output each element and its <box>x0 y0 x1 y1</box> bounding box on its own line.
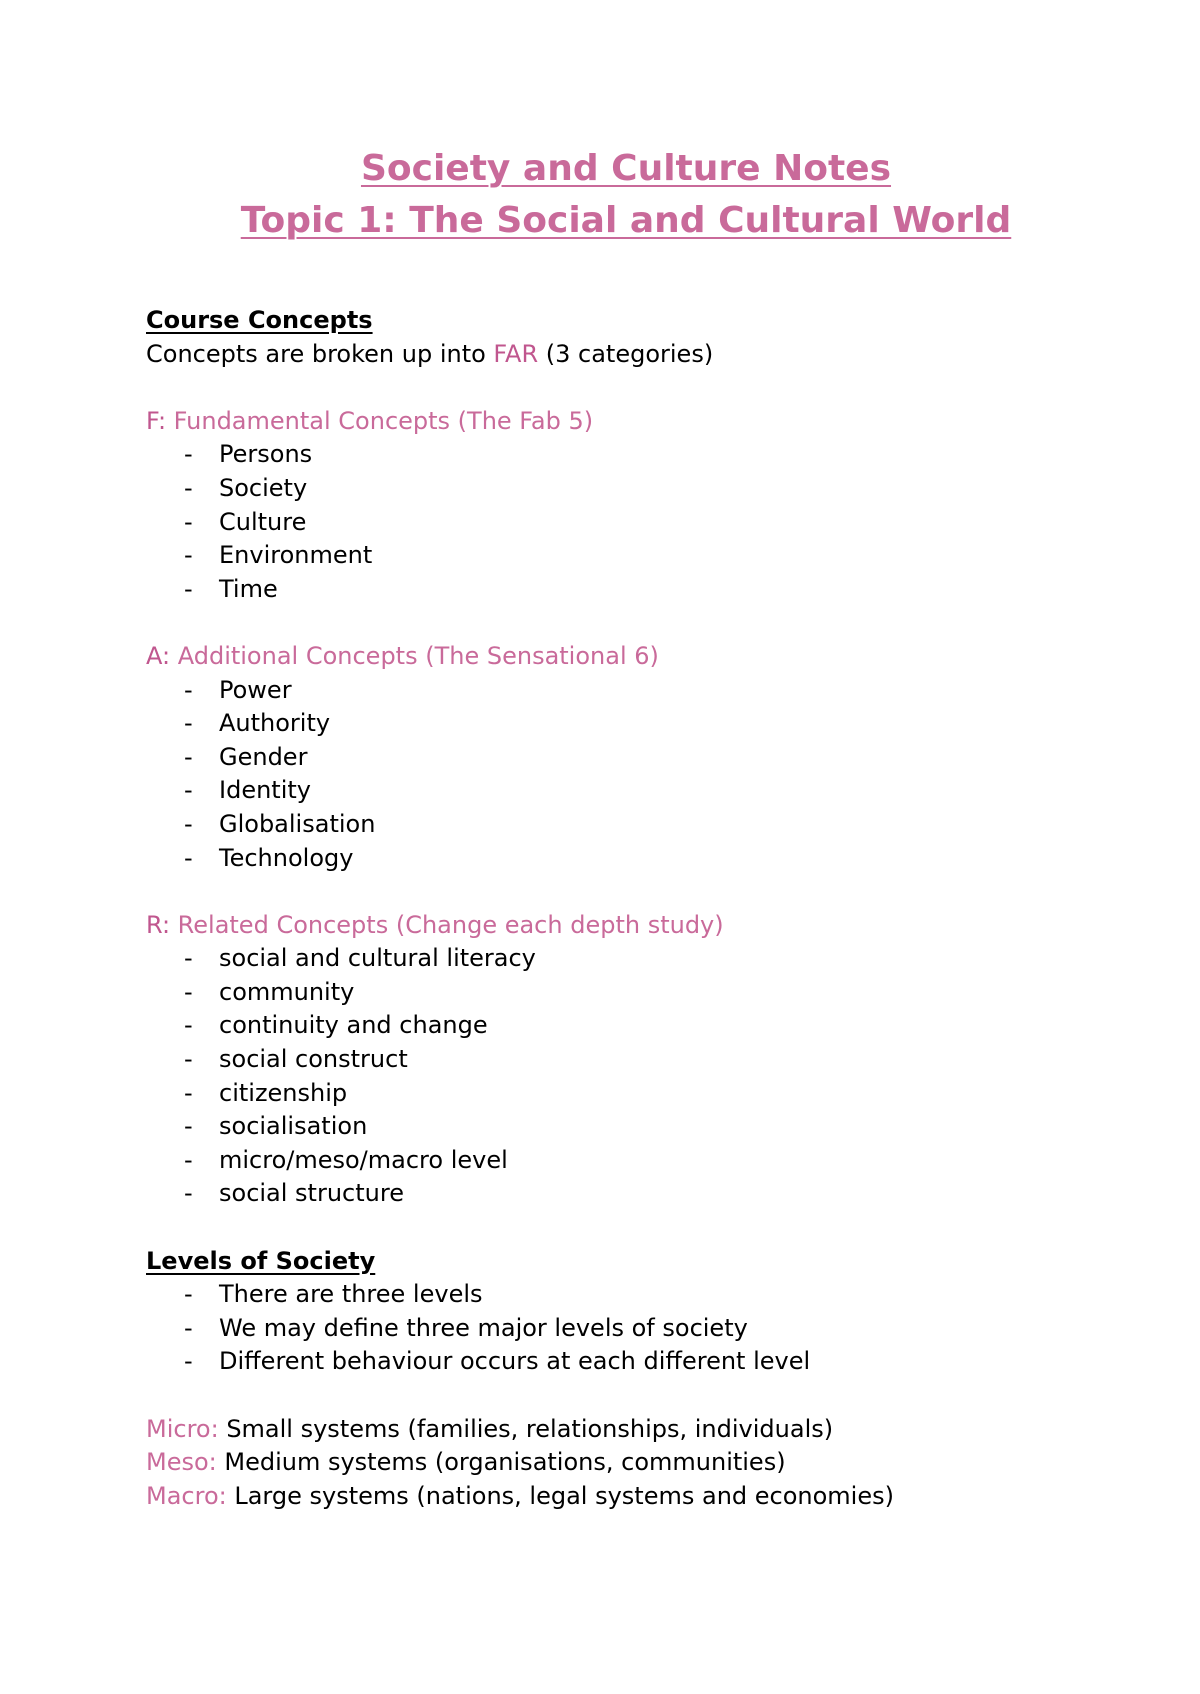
dash-marker: - <box>184 1011 193 1040</box>
dash-marker: - <box>184 1280 193 1309</box>
meso-definition <box>146 1446 1080 1480</box>
intro-text-before: Concepts are broken up into <box>146 339 494 368</box>
list-item <box>146 1009 1080 1043</box>
micro-term: Micro: <box>146 1414 219 1443</box>
dash-marker: - <box>184 1078 193 1107</box>
list-item <box>146 942 1080 976</box>
list-item <box>146 808 1080 842</box>
list-item-text: social structure <box>219 1179 404 1208</box>
list-item <box>146 1110 1080 1144</box>
list-item <box>146 506 1080 540</box>
additional-letter: A: <box>146 641 171 670</box>
related-concepts-list <box>146 942 1080 1211</box>
dash-marker: - <box>184 977 193 1006</box>
fundamental-label: Fundamental Concepts (The Fab 5) <box>166 406 594 435</box>
dash-marker: - <box>184 742 193 771</box>
document-title <box>146 143 1106 247</box>
intro-text-after: (3 categories) <box>538 339 714 368</box>
related-label: Related Concepts (Change each depth study) <box>170 910 724 939</box>
list-item <box>146 472 1080 506</box>
dash-marker: - <box>184 809 193 838</box>
macro-term: Macro: <box>146 1481 227 1510</box>
dash-marker: - <box>184 440 193 469</box>
fundamental-concepts-heading <box>146 405 1080 439</box>
list-item <box>146 1312 1080 1346</box>
list-item-text: Environment <box>219 541 373 570</box>
meso-text: Medium systems (organisations, communities) <box>216 1448 786 1477</box>
list-item-text: Time <box>219 574 278 603</box>
additional-concepts-list <box>146 674 1080 876</box>
dash-marker: - <box>184 1179 193 1208</box>
list-item <box>146 539 1080 573</box>
list-item <box>146 1144 1080 1178</box>
macro-text: Large systems (nations, legal systems and economies) <box>226 1481 894 1510</box>
title-line-1: Society and Culture Notes <box>360 148 892 189</box>
list-item-text: Society <box>219 473 308 502</box>
related-concepts-heading <box>146 909 1080 943</box>
additional-label: Additional Concepts (The Sensational 6) <box>170 641 659 670</box>
fundamental-concepts-list <box>146 438 1080 606</box>
micro-definition <box>146 1413 1080 1447</box>
dash-marker: - <box>184 1313 193 1342</box>
list-item <box>146 1077 1080 1111</box>
meso-term: Meso: <box>146 1448 217 1477</box>
fundamental-letter: F: <box>146 406 167 435</box>
list-item <box>146 707 1080 741</box>
list-item-text: social and cultural literacy <box>219 944 536 973</box>
list-item-text: community <box>219 977 355 1006</box>
course-concepts-intro <box>146 338 1080 372</box>
additional-concepts-heading <box>146 640 1080 674</box>
list-item-text: Different behaviour occurs at each different level <box>219 1347 811 1376</box>
list-item <box>146 1177 1080 1211</box>
list-item-text: Technology <box>219 843 354 872</box>
dash-marker: - <box>184 507 193 536</box>
document-body <box>146 304 1080 1513</box>
title-line-2: Topic 1: The Social and Cultural World <box>240 200 1012 241</box>
list-item <box>146 1345 1080 1379</box>
dash-marker: - <box>184 675 193 704</box>
list-item <box>146 842 1080 876</box>
list-item <box>146 674 1080 708</box>
list-item-text: Culture <box>219 507 307 536</box>
dash-marker: - <box>184 541 193 570</box>
list-item <box>146 1043 1080 1077</box>
list-item-text: There are three levels <box>219 1280 483 1309</box>
dash-marker: - <box>184 1112 193 1141</box>
list-item-text: social construct <box>219 1045 408 1074</box>
dash-marker: - <box>184 473 193 502</box>
list-item <box>146 438 1080 472</box>
dash-marker: - <box>184 574 193 603</box>
list-item <box>146 774 1080 808</box>
related-letter: R: <box>146 910 171 939</box>
list-item <box>146 976 1080 1010</box>
list-item <box>146 1278 1080 1312</box>
dash-marker: - <box>184 843 193 872</box>
dash-marker: - <box>184 776 193 805</box>
list-item <box>146 741 1080 775</box>
course-concepts-heading: Course Concepts <box>146 306 373 334</box>
levels-of-society-list <box>146 1278 1080 1379</box>
list-item-text: citizenship <box>219 1078 348 1107</box>
macro-definition <box>146 1480 1080 1514</box>
list-item-text: Globalisation <box>219 809 376 838</box>
far-acronym: FAR <box>493 339 539 368</box>
list-item-text: micro/meso/macro level <box>219 1145 508 1174</box>
levels-of-society-heading: Levels of Society <box>146 1246 376 1275</box>
dash-marker: - <box>184 1045 193 1074</box>
list-item-text: Persons <box>219 440 313 469</box>
list-item-text: Power <box>219 675 292 704</box>
list-item-text: We may define three major levels of society <box>219 1313 748 1342</box>
dash-marker: - <box>184 709 193 738</box>
list-item-text: continuity and change <box>219 1011 488 1040</box>
dash-marker: - <box>184 944 193 973</box>
list-item-text: Gender <box>219 742 308 771</box>
dash-marker: - <box>184 1145 193 1174</box>
list-item-text: Identity <box>219 776 311 805</box>
list-item-text: Authority <box>219 709 331 738</box>
dash-marker: - <box>184 1347 193 1376</box>
list-item <box>146 573 1080 607</box>
micro-text: Small systems (families, relationships, individuals) <box>218 1414 834 1443</box>
list-item-text: socialisation <box>219 1112 368 1141</box>
